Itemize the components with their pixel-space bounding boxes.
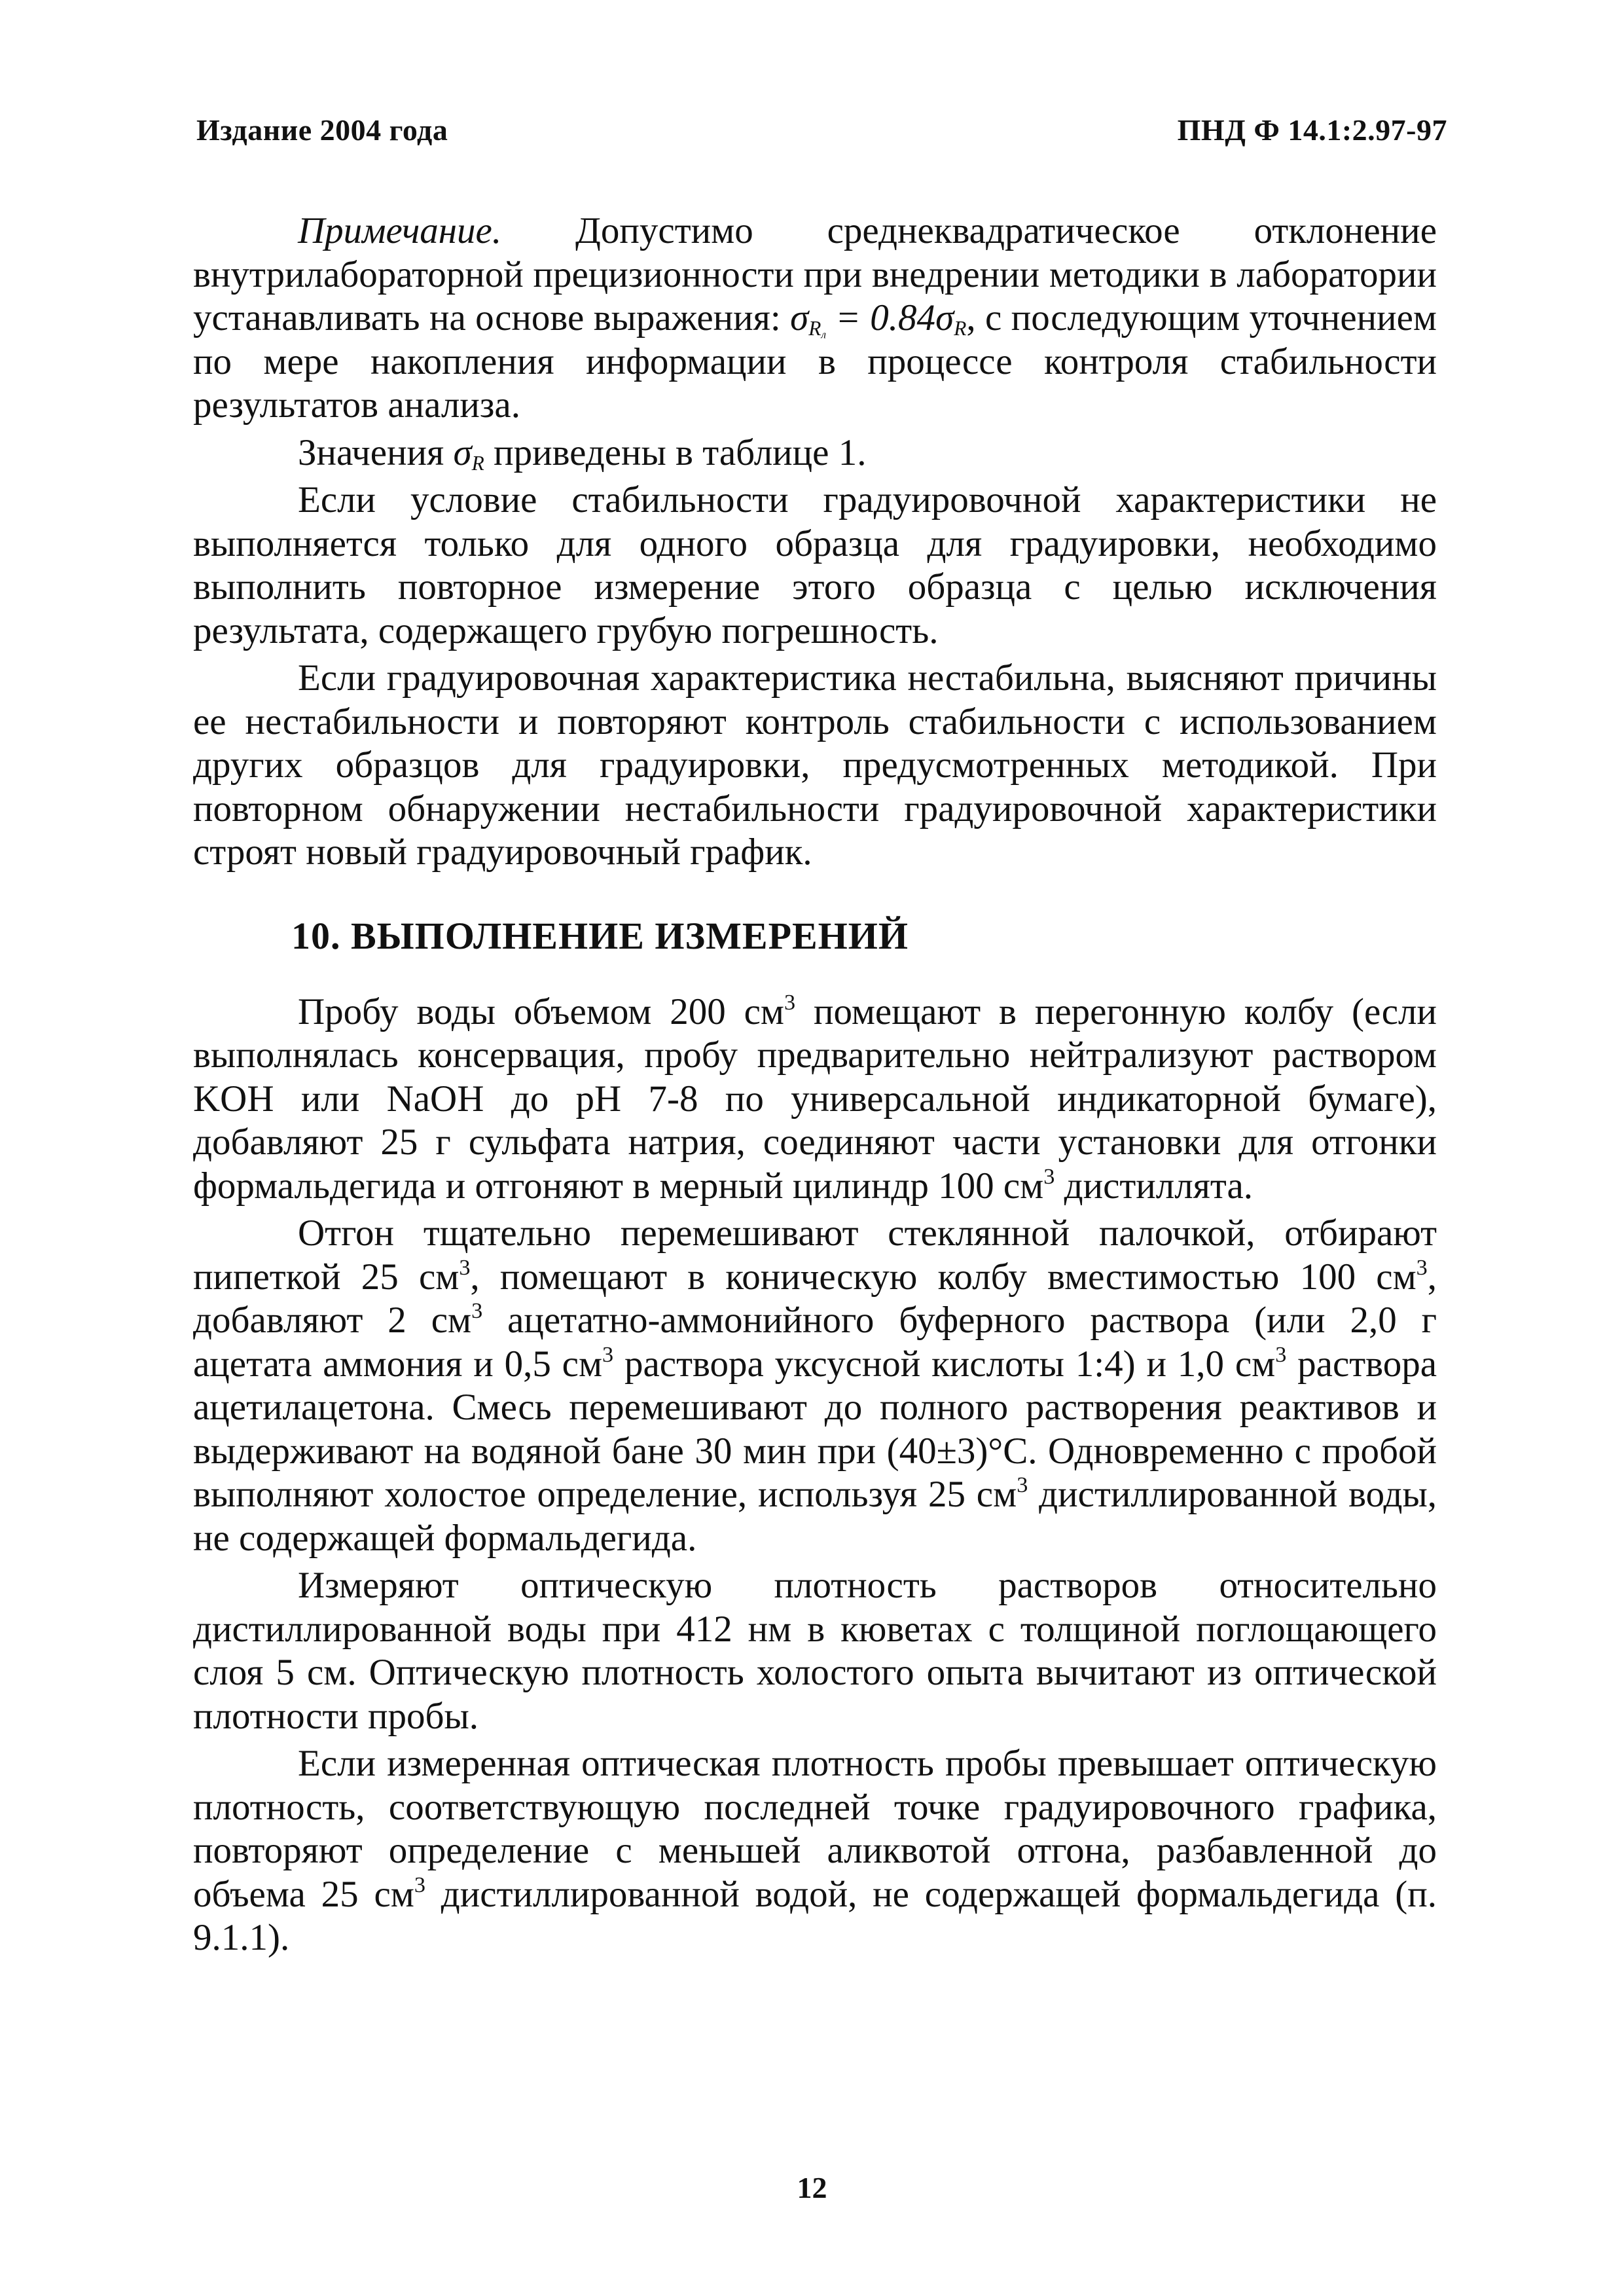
page-body — [193, 210, 1437, 1964]
values-after: приведены в таблице 1. — [484, 431, 867, 473]
p4-sup1: 3 — [414, 1872, 425, 1897]
page-number: 12 — [797, 2171, 827, 2204]
paragraph-dilution — [193, 1742, 1437, 1960]
values-before: Значения — [298, 431, 454, 473]
p2-d: ацетатно-аммонийного буферного раствора (или 2,0 г ацетата аммония и 0,5 см — [193, 1300, 1437, 1385]
p2-sup3: 3 — [471, 1298, 483, 1323]
p2-b: , помещают в коническую колбу вместимостью 100 см — [470, 1256, 1416, 1298]
values-sigma: σ — [453, 431, 472, 473]
note-text-2: , с последующим уточнением по мере накопления информации в процессе контроля стабильности результатов анализа. — [193, 297, 1437, 426]
note-text-1: Допустимо среднеквадратическое отклонение внутрилабораторной прецизионности при внедрении методики в лаборатории устанавливать на основе выражения: — [193, 210, 1437, 338]
p2-g: дистиллированной воды, не содержащей формальдегида. — [193, 1474, 1437, 1559]
p2-sup2: 3 — [1416, 1255, 1428, 1280]
formula — [790, 297, 967, 341]
p2-a: Отгон тщательно перемешивают стеклянной палочкой, отбирают пипеткой 25 см — [193, 1212, 1437, 1298]
paragraph-reagents — [193, 1212, 1437, 1560]
section-title: 10. ВЫПОЛНЕНИЕ ИЗМЕРЕНИЙ — [291, 914, 909, 957]
formula-sigma: σ — [790, 297, 809, 338]
p2-f: раствора ацетилацетона. Смесь перемешивают до полного растворения реактивов и выдерживают на водяной бане 30 мин при (40±3)°С. Одновременно с пробой выполняют холостое определение, используя 25 см — [193, 1343, 1437, 1515]
p1-c: дистиллята. — [1055, 1165, 1254, 1207]
edition-header: Издание 2004 года — [196, 113, 448, 147]
p2-sup4: 3 — [602, 1342, 614, 1367]
p1-sup1: 3 — [784, 990, 796, 1015]
p2-sup5: 3 — [1275, 1342, 1287, 1367]
p4-a: Если измеренная оптическая плотность пробы превышает оптическую плотность, соответствующую последней точке градуировочного графика, повторяют определение с меньшей аликвотой отгона, разбавленной до объема 25 см — [193, 1743, 1437, 1915]
p1-sup2: 3 — [1043, 1164, 1055, 1189]
document-code-header: ПНД Ф 14.1:2.97-97 — [1177, 113, 1447, 147]
paragraph-stability-single: Если условие стабильности градуировочной характеристики не выполняется только для одного образца для градуировки, необходимо выполнить повторное измерение этого образца с целью исключения результата, содержащего грубую погрешность. — [193, 479, 1437, 651]
formula-sub-2: R — [954, 316, 967, 340]
paragraph-optical-density: Измеряют оптическую плотность растворов относительно дистиллированной воды при 412 нм в кюветах с толщиной поглощающего слоя 5 см. Оптическую плотность холостого опыта вычитают из оптической плотности пробы. — [193, 1565, 1437, 1737]
paragraph-stability-unstable: Если градуировочная характеристика нестабильна, выясняют причины ее нестабильности и повторяют контроль стабильности с использованием других образцов для градуировки, предусмотренных методикой. При повторном обнаружении нестабильности градуировочной характеристики строят новый градуировочный график. — [193, 657, 1437, 873]
formula-eq: = 0.84 — [825, 297, 936, 338]
paragraph-sample-distillation — [193, 991, 1437, 1209]
p1-b: помещают в перегонную колбу (если выполнялась консервация, пробу предварительно нейтрализуют раствором KOH или NaOH до pH 7-8 по универсальной индикаторной бумаге), добавляют 25 г сульфата натрия, соединяют части установки для отгонки формальдегида и отгоняют в мерный цилиндр 100 см — [193, 991, 1437, 1207]
formula-subscript — [808, 317, 826, 340]
p2-sup6: 3 — [1017, 1472, 1028, 1497]
p2-sup1: 3 — [459, 1255, 471, 1280]
p4-b: дистиллированной водой, не содержащей формальдегида (п. 9.1.1). — [193, 1873, 1437, 1958]
formula-subsub: л — [821, 328, 826, 341]
p2-e: раствора уксусной кислоты 1:4) и 1,0 см — [613, 1343, 1276, 1385]
formula-sub: R — [808, 316, 821, 340]
formula-sigma-2: σ — [935, 297, 954, 338]
note-title: Примечание. — [298, 210, 502, 251]
p2-c: , добавляют 2 см — [193, 1256, 1437, 1341]
values-sub: R — [471, 451, 484, 475]
p1-a: Пробу воды объемом 200 см — [298, 991, 784, 1032]
values-line — [193, 431, 1437, 475]
note-paragraph — [193, 210, 1437, 428]
